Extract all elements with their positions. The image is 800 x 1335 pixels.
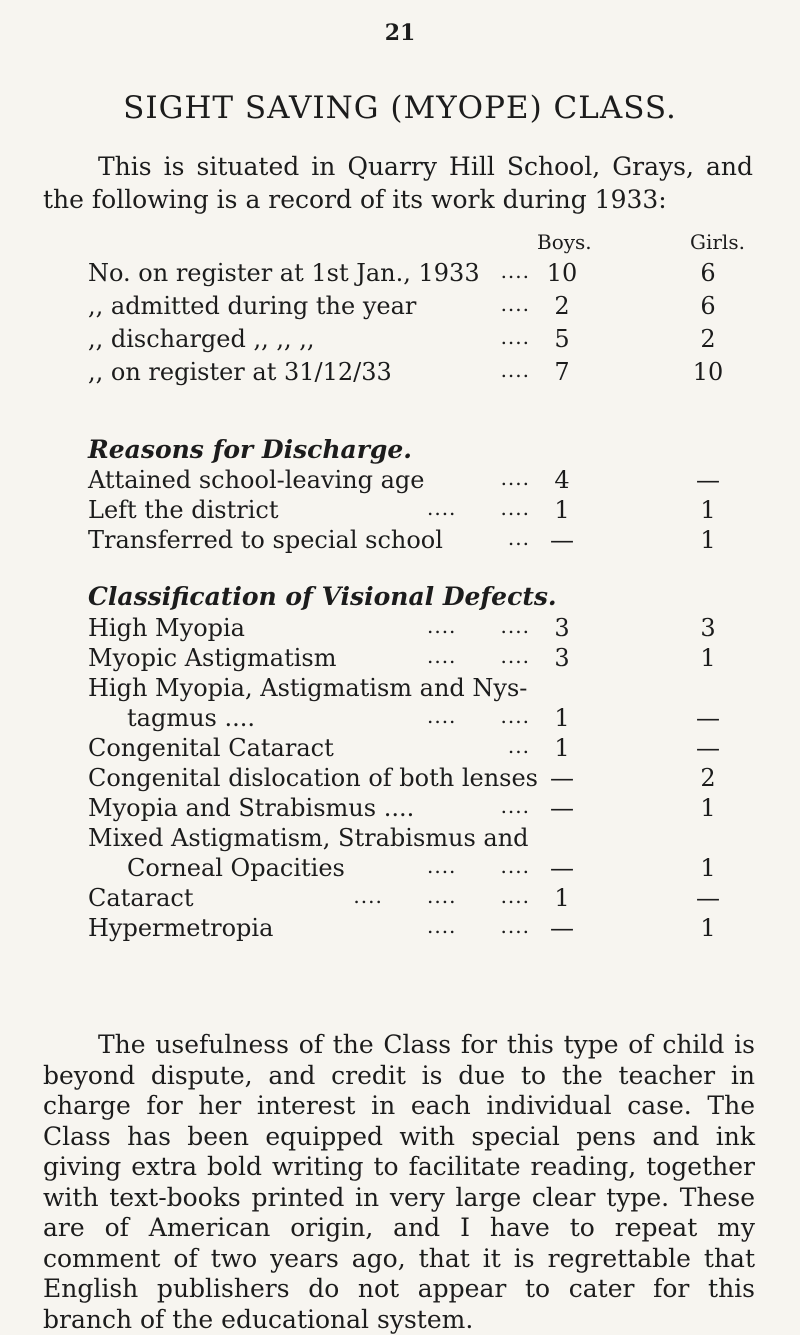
row-label: High Myopia, Astigmatism and Nys- (88, 674, 528, 702)
defects-heading: Classification of Visional Defects. (88, 582, 557, 611)
table-row (0, 495, 800, 527)
table-row (0, 357, 800, 389)
row-label: tagmus .... (127, 704, 255, 732)
girls-value: 2 (700, 325, 716, 353)
page-title: SIGHT SAVING (MYOPE) CLASS. (123, 90, 677, 126)
girls-value: 1 (700, 644, 716, 672)
leader-dots: .... .... (426, 854, 530, 878)
row-label: ,, admitted during the year (88, 292, 417, 320)
row-label: Mixed Astigmatism, Strabismus and (88, 824, 529, 852)
table-row (0, 525, 800, 557)
row-label: Congenital Cataract (88, 734, 334, 762)
intro-paragraph: This is situated in Quarry Hill School, Grays, and the following is a record of its work during 1933: (43, 152, 753, 214)
boys-value: 5 (554, 325, 570, 353)
girls-value: 1 (700, 914, 716, 942)
boys-value: 2 (554, 292, 570, 320)
girls-value: — (696, 704, 720, 732)
boys-value: — (550, 764, 574, 792)
boys-value: 1 (554, 884, 570, 912)
girls-value: — (696, 734, 720, 762)
table-row (0, 291, 800, 323)
girls-column-header: Girls. (690, 230, 745, 254)
girls-value: — (696, 466, 720, 494)
leader-dots: .... .... .... (353, 884, 530, 908)
row-label: Attained school-leaving age (88, 466, 425, 494)
girls-value: 1 (700, 794, 716, 822)
row-label: Myopia and Strabismus .... (88, 794, 415, 822)
table-row (0, 258, 800, 290)
row-label: ,, discharged ,, ,, ,, (88, 325, 315, 353)
table-row (0, 733, 800, 765)
girls-value: 6 (700, 292, 716, 320)
girls-value: 3 (700, 614, 716, 642)
table-row (0, 613, 800, 645)
girls-value: 1 (700, 496, 716, 524)
discharge-heading: Reasons for Discharge. (88, 435, 412, 464)
boys-value: — (550, 794, 574, 822)
row-label: Congenital dislocation of both lenses (88, 764, 538, 792)
row-label: Myopic Astigmatism (88, 644, 337, 672)
table-row (0, 703, 800, 735)
leader-dots: .... (500, 259, 530, 283)
leader-dots: .... (500, 292, 530, 316)
row-label: High Myopia (88, 614, 245, 642)
girls-value: — (696, 884, 720, 912)
table-row (0, 673, 800, 705)
girls-value: 2 (700, 764, 716, 792)
leader-dots: .... (500, 325, 530, 349)
leader-dots: .... .... (426, 704, 530, 728)
leader-dots: ... (507, 526, 530, 550)
table-row (0, 823, 800, 855)
leader-dots: .... .... (426, 644, 530, 668)
row-label: ,, on register at 31/12/33 (88, 358, 392, 386)
boys-value: 4 (554, 466, 570, 494)
leader-dots: .... .... (426, 914, 530, 938)
girls-value: 1 (700, 526, 716, 554)
girls-value: 6 (700, 259, 716, 287)
boys-value: — (550, 854, 574, 882)
table-row (0, 465, 800, 497)
closing-paragraph: The usefulness of the Class for this type of child is beyond dispute, and credit is due to the teacher in charge for her interest in each individual case. The Class has been equipped with special pens and ink giving extra bold writing to facilitate reading, together with text-books printed in very large clear type. These are of American origin, and I have to repeat my comment of two years ago, that it is regrettable that English publishers do not appear to cater for this branch of the educational system. (43, 1030, 755, 1334)
row-label: Transferred to special school (88, 526, 443, 554)
boys-value: 7 (554, 358, 570, 386)
leader-dots: .... .... (426, 496, 530, 520)
girls-value: 1 (700, 854, 716, 882)
girls-value: 10 (692, 358, 724, 386)
boys-value: 10 (546, 259, 578, 287)
table-row (0, 883, 800, 915)
row-label: Corneal Opacities (127, 854, 345, 882)
leader-dots: .... (500, 466, 530, 490)
boys-value: 1 (554, 496, 570, 524)
table-row (0, 763, 800, 795)
row-label: Hypermetropia (88, 914, 274, 942)
boys-value: — (550, 526, 574, 554)
boys-value: 3 (554, 644, 570, 672)
leader-dots: .... (500, 358, 530, 382)
boys-value: — (550, 914, 574, 942)
leader-dots: .... (500, 794, 530, 818)
row-label: Left the district (88, 496, 279, 524)
leader-dots: .... .... (426, 614, 530, 638)
boys-value: 1 (554, 734, 570, 762)
table-row (0, 324, 800, 356)
boys-value: 3 (554, 614, 570, 642)
table-row (0, 793, 800, 825)
table-row (0, 913, 800, 945)
table-row (0, 643, 800, 675)
row-label: No. on register at 1st Jan., 1933 (88, 259, 480, 287)
page-number: 21 (384, 20, 416, 46)
boys-column-header: Boys. (537, 230, 592, 254)
row-label: Cataract (88, 884, 194, 912)
boys-value: 1 (554, 704, 570, 732)
leader-dots: ... (507, 734, 530, 758)
